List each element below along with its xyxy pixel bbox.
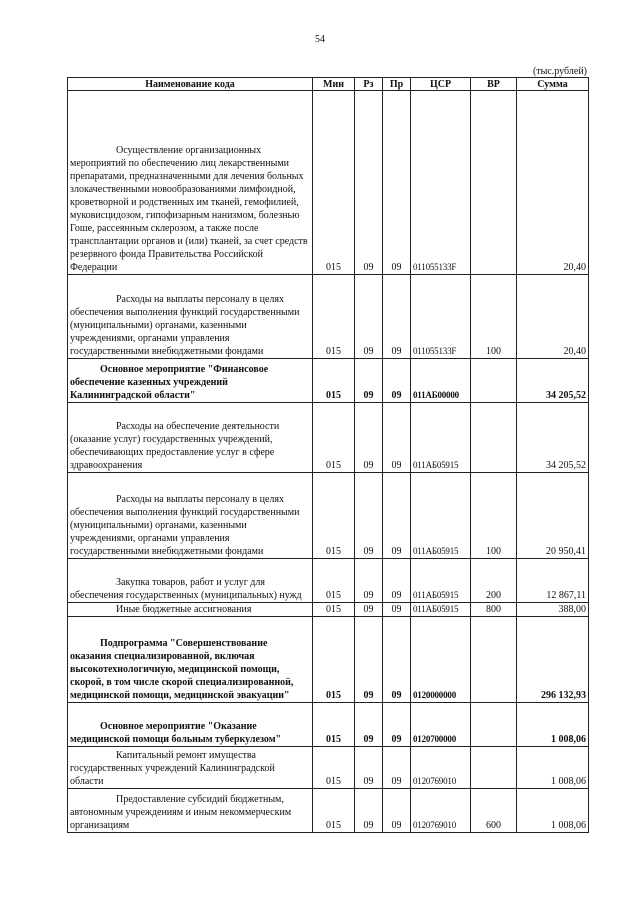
row-name: Капитальный ремонт имущества государственных учреждений Калининградской области: [68, 747, 313, 789]
row-pr: 09: [383, 617, 411, 703]
row-vr: 600: [471, 789, 517, 833]
row-pr: 09: [383, 703, 411, 747]
row-name: Расходы на выплаты персоналу в целях обеспечения выполнения функций государственными (муниципальными) органами, казенными учреждениями, органами управления государственными внебюджетными фондами: [68, 275, 313, 359]
table-row: [68, 359, 589, 403]
row-csr: 0120700000: [411, 703, 471, 747]
row-name: Предоставление субсидий бюджетным, автономным учреждениям и иным некоммерческим организациям: [68, 789, 313, 833]
table-row: [68, 91, 589, 275]
row-csr: 011АБ05915: [411, 403, 471, 473]
header-vr: ВР: [471, 78, 517, 91]
row-vr: 200: [471, 559, 517, 603]
header-rz: Рз: [355, 78, 383, 91]
table-row: [68, 403, 589, 473]
row-min: 015: [313, 403, 355, 473]
table-row: [68, 275, 589, 359]
row-pr: 09: [383, 747, 411, 789]
row-rz: 09: [355, 747, 383, 789]
table-row: [68, 559, 589, 603]
row-min: 015: [313, 473, 355, 559]
row-vr: [471, 359, 517, 403]
row-csr: 011АБ05915: [411, 559, 471, 603]
row-pr: 09: [383, 403, 411, 473]
row-sum: 34 205,52: [517, 403, 589, 473]
budget-table: [67, 77, 589, 833]
row-csr: 011055133F: [411, 275, 471, 359]
row-pr: 09: [383, 275, 411, 359]
table-row: [68, 703, 589, 747]
row-name: Иные бюджетные ассигнования: [68, 603, 313, 617]
row-pr: 09: [383, 359, 411, 403]
row-min: 015: [313, 747, 355, 789]
row-name: Осуществление организационных мероприятий по обеспечению лиц лекарственными препаратами, предназначенными для лечения больных злокачественными новообразованиями лимфоидной, кроветворной и родственных им тканей, гемофилией, муковисцидозом, гипофизарным нанизмом, болезнью Гоше, рассеянным склерозом, а также после трансплантации органов и (или) тканей, за счет средств резервного фонда Правительства Российской Федерации: [68, 91, 313, 275]
table-row: [68, 603, 589, 617]
row-sum: 20 950,41: [517, 473, 589, 559]
row-rz: 09: [355, 359, 383, 403]
row-min: 015: [313, 359, 355, 403]
page-number: 54: [315, 34, 325, 45]
row-rz: 09: [355, 559, 383, 603]
row-pr: 09: [383, 473, 411, 559]
row-rz: 09: [355, 703, 383, 747]
row-vr: 100: [471, 473, 517, 559]
row-rz: 09: [355, 403, 383, 473]
row-sum: 1 008,06: [517, 789, 589, 833]
row-vr: 800: [471, 603, 517, 617]
row-min: 015: [313, 789, 355, 833]
table-header-row: [68, 78, 589, 91]
table-row: [68, 747, 589, 789]
row-pr: 09: [383, 559, 411, 603]
row-name: Закупка товаров, работ и услуг для обеспечения государственных (муниципальных) нужд: [68, 559, 313, 603]
row-rz: 09: [355, 91, 383, 275]
header-name: Наименование кода: [68, 78, 313, 91]
row-min: 015: [313, 603, 355, 617]
row-pr: 09: [383, 91, 411, 275]
row-pr: 09: [383, 789, 411, 833]
row-min: 015: [313, 91, 355, 275]
row-sum: 20,40: [517, 275, 589, 359]
row-name: Подпрограмма "Совершенствование оказания специализированной, включая высокотехнологичную, медицинской помощи, скорой, в том числе скорой специализированной, медицинской помощи, медицинской эвакуации": [68, 617, 313, 703]
header-pr: Пр: [383, 78, 411, 91]
row-sum: 20,40: [517, 91, 589, 275]
table-row: [68, 473, 589, 559]
row-sum: 1 008,06: [517, 747, 589, 789]
row-sum: 34 205,52: [517, 359, 589, 403]
row-rz: 09: [355, 275, 383, 359]
row-vr: [471, 703, 517, 747]
row-csr: 0120769010: [411, 747, 471, 789]
header-sum: Сумма: [517, 78, 589, 91]
row-csr: 0120000000: [411, 617, 471, 703]
header-min: Мин: [313, 78, 355, 91]
row-vr: [471, 91, 517, 275]
row-min: 015: [313, 703, 355, 747]
table-row: [68, 789, 589, 833]
row-vr: [471, 403, 517, 473]
header-csr: ЦСР: [411, 78, 471, 91]
row-pr: 09: [383, 603, 411, 617]
row-vr: [471, 617, 517, 703]
row-name: Основное мероприятие "Финансовое обеспечение казенных учреждений Калининградской области": [68, 359, 313, 403]
row-vr: 100: [471, 275, 517, 359]
table-row: [68, 617, 589, 703]
row-min: 015: [313, 275, 355, 359]
row-name: Расходы на выплаты персоналу в целях обеспечения выполнения функций государственными (муниципальными) органами, казенными учреждениями, органами управления государственными внебюджетными фондами: [68, 473, 313, 559]
row-csr: 011АБ00000: [411, 359, 471, 403]
row-sum: 388,00: [517, 603, 589, 617]
row-name: Основное мероприятие "Оказание медицинской помощи больным туберкулезом": [68, 703, 313, 747]
row-vr: [471, 747, 517, 789]
row-sum: 296 132,93: [517, 617, 589, 703]
row-csr: 011АБ05915: [411, 473, 471, 559]
row-rz: 09: [355, 603, 383, 617]
row-csr: 011АБ05915: [411, 603, 471, 617]
row-csr: 0120769010: [411, 789, 471, 833]
row-min: 015: [313, 617, 355, 703]
row-rz: 09: [355, 473, 383, 559]
row-csr: 011055133F: [411, 91, 471, 275]
row-min: 015: [313, 559, 355, 603]
row-sum: 12 867,11: [517, 559, 589, 603]
row-rz: 09: [355, 617, 383, 703]
row-sum: 1 008,06: [517, 703, 589, 747]
units-label: (тыс.рублей): [532, 66, 587, 77]
row-name: Расходы на обеспечение деятельности (оказание услуг) государственных учреждений, обеспечивающих предоставление услуг в сфере здравоохранения: [68, 403, 313, 473]
row-rz: 09: [355, 789, 383, 833]
